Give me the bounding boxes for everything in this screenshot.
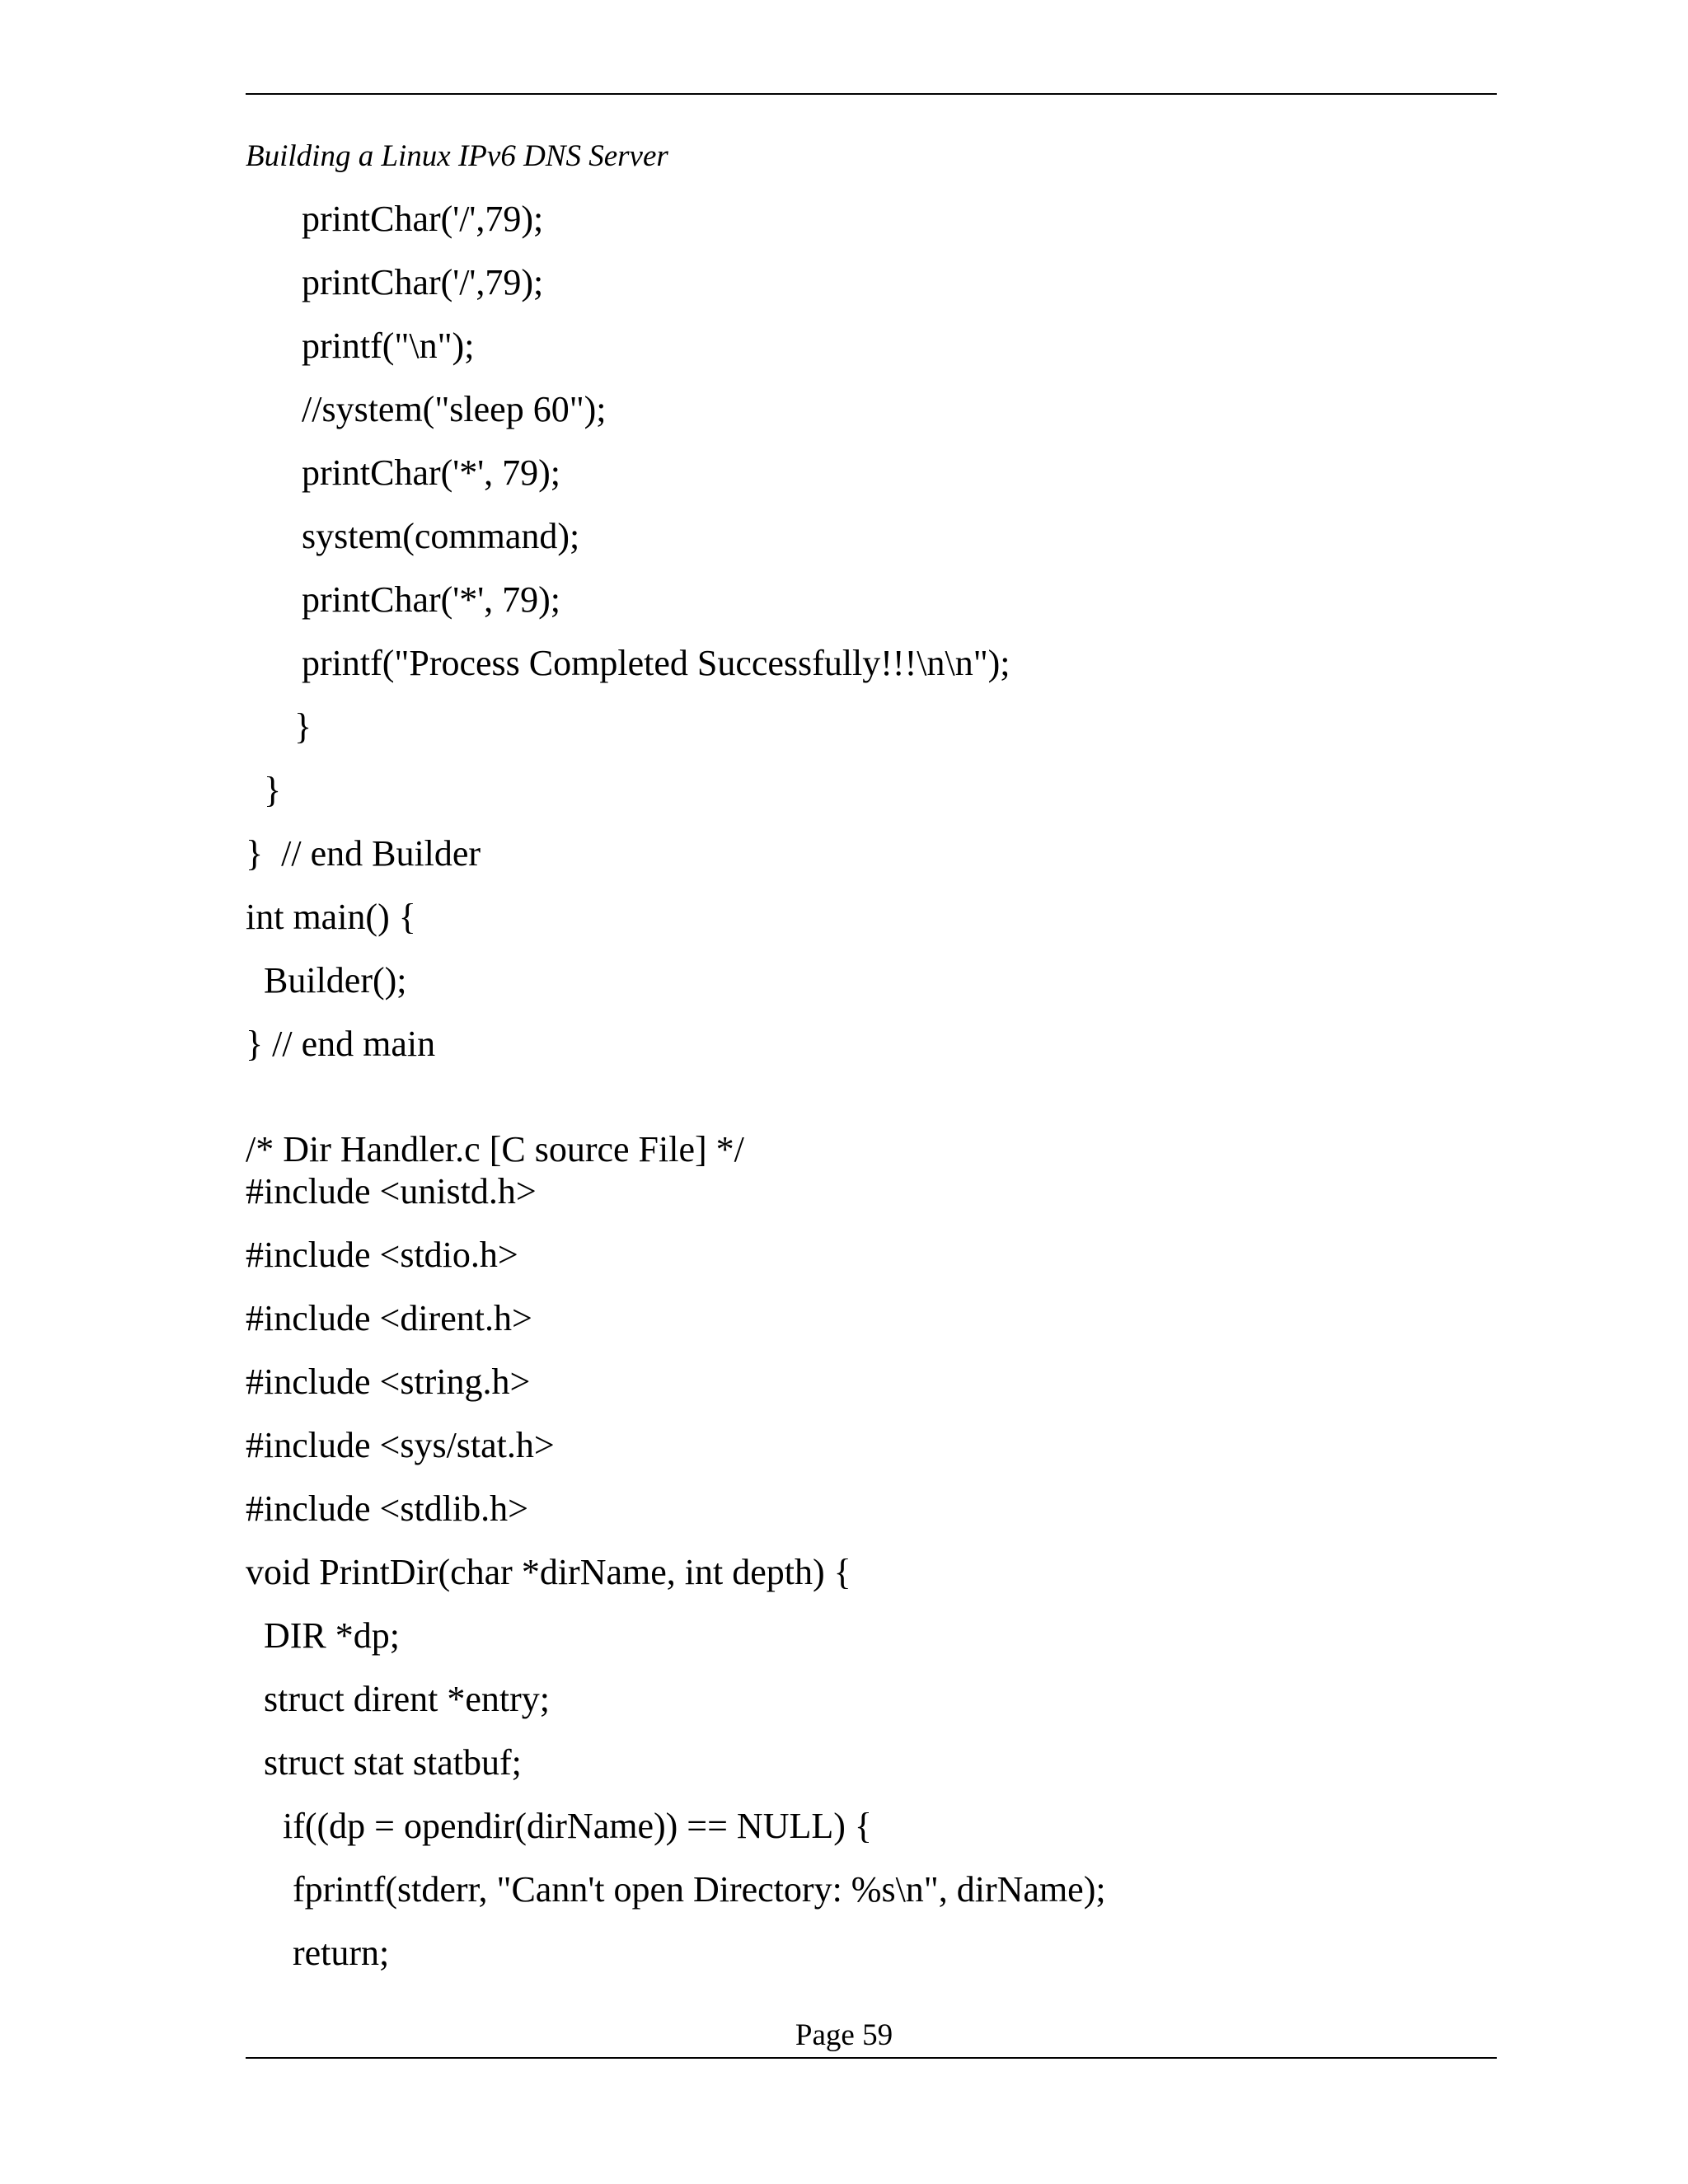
code-line: } [264,770,282,810]
code-line: } // end main [246,1024,436,1064]
header-rule [246,93,1497,95]
code-line: #include <stdlib.h> [246,1488,528,1529]
code-line: printChar('*', 79); [302,579,561,620]
code-line: printf("Process Completed Successfully!!!\n\n"); [302,643,1010,683]
page-number: Page 59 [795,2018,893,2052]
running-header-title: Building a Linux IPv6 DNS Server [246,139,668,173]
code-line: DIR *dp; [264,1615,400,1656]
code-line: } [294,706,312,747]
code-line: struct dirent *entry; [264,1679,551,1719]
code-line: fprintf(stderr, "Cann't open Directory: %s\n", dirName); [293,1869,1106,1910]
code-line: if((dp = opendir(dirName)) == NULL) { [283,1806,872,1846]
code-line: #include <stdio.h> [246,1235,518,1275]
code-line: printChar('/',79); [302,199,544,239]
code-line: int main() { [246,897,416,937]
code-line: printf("\n"); [302,326,475,366]
code-line: //system("sleep 60"); [302,389,607,429]
code-line: } // end Builder [246,833,481,874]
code-line: printChar('/',79); [302,262,544,302]
footer-rule [246,2057,1497,2059]
code-line: #include <string.h> [246,1361,531,1402]
code-line: Builder(); [264,960,407,1001]
code-line: void PrintDir(char *dirName, int depth) { [246,1552,851,1592]
code-line: printChar('*', 79); [302,452,561,493]
code-line: #include <unistd.h> [246,1171,537,1212]
code-line: struct stat statbuf; [264,1742,522,1783]
code-line: /* Dir Handler.c [C source File] */ [246,1129,744,1169]
code-line: system(command); [302,516,580,556]
code-line: return; [293,1933,390,1973]
code-line: #include <sys/stat.h> [246,1425,555,1465]
code-line: #include <dirent.h> [246,1298,532,1338]
